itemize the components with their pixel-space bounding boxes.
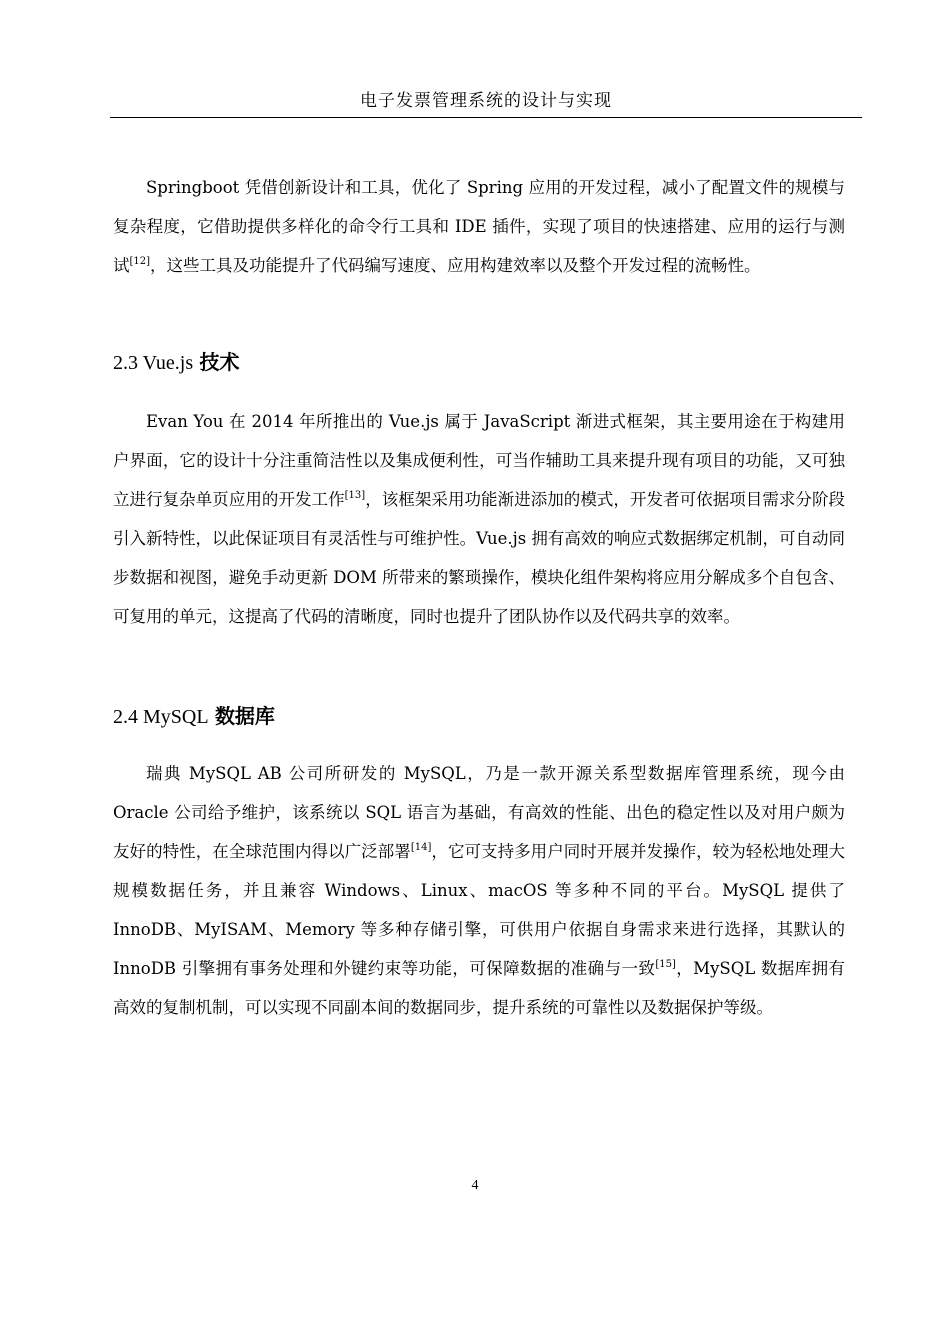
citation-ref: [12] [129,256,151,267]
section-title: 技术 [199,350,240,374]
paragraph-text: ，MySQL 数据库拥有高效的复制机制，可以实现不同副本间的数据同步，提升系统的可靠性以及数据保护等级。 [113,959,845,1017]
paragraph-text: 瑞典 MySQL AB 公司所研发的 MySQL，乃是一款开源关系型数据库管理系统，现今由 Oracle 公司给予维护，该系统以 SQL 语言为基础，有高效的性能、出色的稳定性以及对用户颇为友好的特性，在全球范围内得以广泛部署 [113,764,845,861]
paragraph-text: ，该框架采用功能渐进添加的模式，开发者可依据项目需求分阶段引入新特性，以此保证项目有灵活性与可维护性。Vue.js 拥有高效的响应式数据绑定机制，可自动同步数据和视图，避免手动更新 DOM 所带来的繁琐操作，模块化组件架构将应用分解成多个自包含、可复用的单元，这提高了代码的清晰度，同时也提升了团队协作以及代码共享的效率。 [113,490,846,626]
paragraph-text: ，它可支持多用户同时开展并发操作，较为轻松地处理大规模数据任务，并且兼容 Windows、Linux、macOS 等多种不同的平台。MySQL 提供了 InnoDB、MyISAM、Memory 等多种存储引擎，可供用户依据自身需求来进行选择，其默认的 InnoDB 引擎拥有事务处理和外键约束等功能，可保障数据的准确与一致 [113,842,846,978]
citation-ref: [14] [410,842,432,853]
paragraph-text: Springboot 凭借创新设计和工具，优化了 Spring 应用的开发过程，减小了配置文件的规模与复杂程度，它借助提供多样化的命令行工具和 IDE 插件，实现了项目的快速搭建、应用的运行与测试 [113,178,845,275]
running-header: 电子发票管理系统的设计与实现 [360,91,612,111]
header-divider [110,117,862,118]
body-paragraph-vuejs [113,402,845,636]
section-number: 2.3 Vue.js [113,352,194,374]
page-number: 4 [471,1178,479,1193]
section-heading-2-3 [113,347,239,378]
paragraph-text: ，这些工具及功能提升了代码编写速度、应用构建效率以及整个开发过程的流畅性。 [150,256,761,275]
body-paragraph-springboot [113,168,845,285]
citation-ref: [15] [655,959,676,970]
section-number: 2.4 MySQL [113,706,209,728]
body-paragraph-mysql [113,754,845,1027]
section-heading-2-4 [113,701,275,732]
paragraph-text: Evan You 在 2014 年所推出的 Vue.js 属于 JavaScript 渐进式框架，其主要用途在于构建用户界面，它的设计十分注重简洁性以及集成便利性，可当作辅助工具来提升现有项目的功能，又可独立进行复杂单页应用的开发工作 [113,412,845,509]
citation-ref: [13] [344,490,366,501]
section-title: 数据库 [214,704,275,728]
